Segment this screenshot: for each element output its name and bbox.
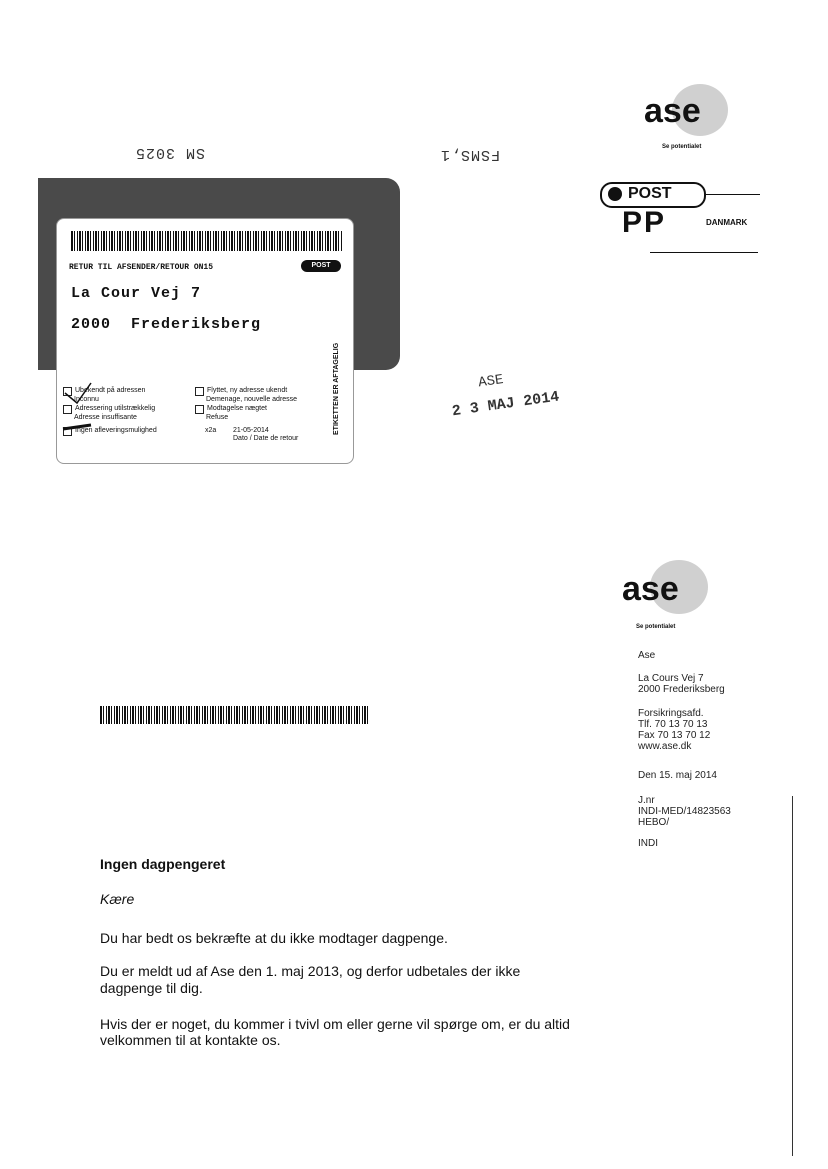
checkbox [195,405,204,414]
option-ubekendt: Ubekendt på adressen Inconnu [63,387,191,404]
retur-line: RETUR TIL AFSENDER/RETOUR ON15 [69,263,214,272]
handwritten-check-marks [61,379,101,439]
mirrored-text-left: SM 3025 [135,144,206,161]
letter-greeting: Kære [100,891,135,907]
post-pill [600,182,706,208]
page-edge-line [792,796,793,1156]
option-ingen: Ingen afleveringsmulighed [63,427,191,436]
stamp-line2: 2 3 MAJ 2014 [451,388,561,421]
sender-street: La Cours Vej 7 [638,673,704,684]
option-flyttet: Flyttet, ny adresse ukendt Demenage, nouvelle adresse [195,387,345,404]
post-label: POST [628,185,672,202]
sender-fax: Fax 70 13 70 12 [638,730,711,741]
letter-paragraph-3a: Hvis der er noget, du kommer i tvivl om eller gerne vil spørge om, er du altid [100,1016,570,1032]
letter-subject: Ingen dagpengeret [100,856,226,872]
pp-label: PP [622,206,667,239]
vertical-note: ETIKETTEN ER AFTAGELIG [333,342,340,435]
barcode [71,231,343,251]
danmark-label: DANMARK [706,218,748,227]
post-horn-icon [608,187,622,201]
post-danmark-mark [600,182,760,254]
journal-ref: INDI-MED/14823563 [638,806,731,817]
letter-date: Den 15. maj 2014 [638,770,717,781]
post-badge: POST [301,260,341,272]
logo-tagline: Se potentialet [636,624,676,630]
stamp-line1: ASE [477,372,505,392]
sender-city: 2000 Frederiksberg [638,684,725,695]
logo-tagline: Se potentialet [662,144,702,150]
sender-name: Ase [638,650,656,661]
checkbox [195,387,204,396]
sender-web: www.ase.dk [638,741,692,752]
date-stamp [448,365,561,421]
sender-block [638,650,798,849]
journal-hebo: HEBO/ [638,817,670,828]
letter-paragraph-2a: Du er meldt ud af Ase den 1. maj 2013, og derfor udbetales der ikke [100,963,521,979]
divider [650,252,758,253]
sender-phone: Tlf. 70 13 70 13 [638,719,708,730]
mirrored-text-right: FSMS,1 [440,146,501,163]
letter-paragraph-2b: dagpenge til dig. [100,980,203,996]
letter-paragraph-1: Du har bedt os bekræfte at du ikke modtager dagpenge. [100,930,448,946]
return-date-label: Dato / Date de retour [233,435,299,442]
ase-logo-top [642,84,734,154]
letter-paragraph-3b: velkommen til at kontakte os. [100,1032,281,1048]
return-date: 21-05-2014 [233,427,269,434]
sender-dept: Forsikringsafd. [638,708,704,719]
option-modtagelse: Modtagelse nægtet Refuse [195,405,345,422]
return-label [56,218,354,464]
divider [704,194,760,195]
ase-logo-letter [620,560,716,632]
option-adressering: Adressering utilstrækkelig Adresse insuffisante [63,405,191,422]
address-barcode [100,706,370,724]
journal-label: J.nr [638,795,655,806]
journal-indi: INDI [638,838,658,849]
address-street: La Cour Vej 7 [71,285,202,302]
address-city: 2000 Frederiksberg [71,316,262,333]
logo-wordmark: ase [644,92,701,130]
logo-wordmark: ase [622,570,679,608]
return-code: x2a [205,427,217,434]
